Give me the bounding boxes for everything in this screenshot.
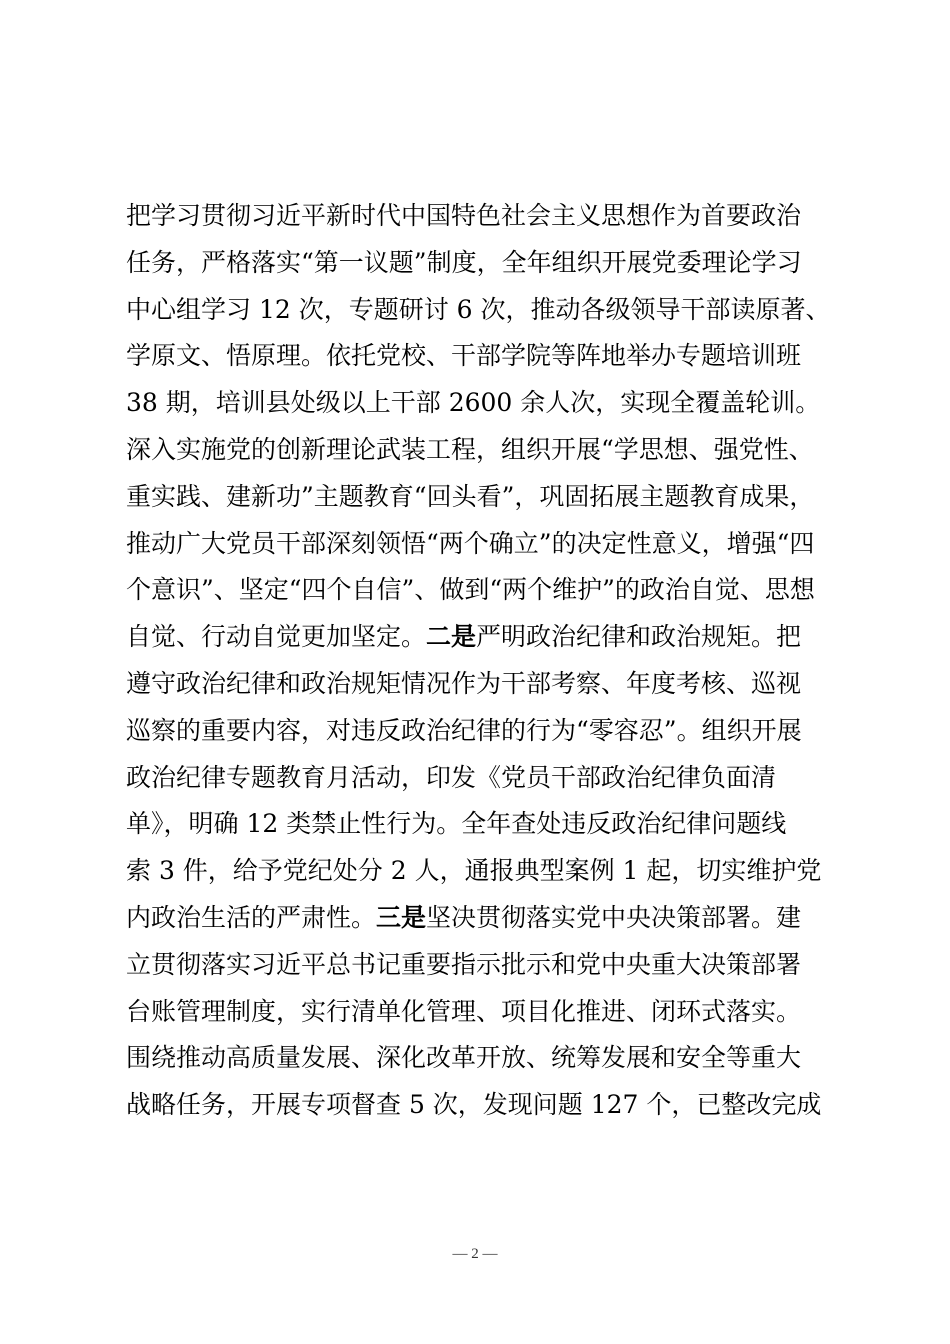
text-line <box>126 755 846 802</box>
text-line <box>126 1082 846 1129</box>
text-segment: 自觉、行动自觉更加坚定。 <box>126 622 427 652</box>
text-segment: 内政治生活的严肃性。 <box>126 902 377 932</box>
text-segment: 严明政治纪律和政治规矩。把 <box>476 622 802 652</box>
text-line <box>126 848 846 895</box>
text-line <box>126 942 846 989</box>
text-segment: 把学习贯彻习近平新时代中国特色社会主义思想作为首要政治 <box>126 201 802 230</box>
text-segment: 单》，明确 12 类禁止性行为。全年查处违反政治纪律问题线 <box>126 809 787 839</box>
text-line <box>126 240 846 287</box>
text-segment: 学原文、悟原理。依托党校、干部学院等阵地举办专题培训班 <box>126 341 802 371</box>
text-segment: 坚决贯彻落实党中央决策部署。建 <box>426 902 802 932</box>
text-line <box>126 193 846 240</box>
body-paragraph <box>126 193 846 1129</box>
text-segment: 遵守政治纪律和政治规矩情况作为干部考察、年度考核、巡视 <box>126 668 802 698</box>
text-segment: 中心组学习 12 次，专题研讨 6 次，推动各级领导干部读原著、 <box>126 294 831 324</box>
bold-lead-phrase: 二是 <box>426 622 477 652</box>
text-segment: 38 期，培训县处级以上干部 2600 余人次，实现全覆盖轮训。 <box>126 388 821 418</box>
text-line <box>126 989 846 1036</box>
bold-lead-phrase: 三是 <box>376 902 427 932</box>
text-line <box>126 801 846 848</box>
text-segment: 立贯彻落实习近平总书记重要指示批示和党中央重大决策部署 <box>126 949 802 979</box>
text-segment: 重实践、建新功”主题教育“回头看”，巩固拓展主题教育成果， <box>126 481 815 511</box>
text-segment: 巡察的重要内容，对违反政治纪律的行为“零容忍”。组织开展 <box>126 715 802 745</box>
text-line <box>126 287 846 334</box>
text-segment: 索 3 件，给予党纪处分 2 人，通报典型案例 1 起，切实维护党 <box>126 856 822 886</box>
text-line <box>126 567 846 614</box>
text-line <box>126 614 846 661</box>
text-segment: 台账管理制度，实行清单化管理、项目化推进、闭环式落实。 <box>126 996 802 1026</box>
text-line <box>126 474 846 521</box>
text-line <box>126 427 846 474</box>
text-segment: 围绕推动高质量发展、深化改革开放、统筹发展和安全等重大 <box>126 1043 802 1073</box>
text-segment: 任务，严格落实“第一议题”制度，全年组织开展党委理论学习 <box>126 247 802 277</box>
text-line <box>126 521 846 568</box>
text-segment: 政治纪律专题教育月活动，印发《党员干部政治纪律负面清 <box>126 762 777 792</box>
text-segment: 个意识”、坚定“四个自信”、做到“两个维护”的政治自觉、思想 <box>126 575 815 605</box>
text-segment: 深入实施党的创新理论武装工程，组织开展“学思想、强党性、 <box>126 434 814 464</box>
text-line <box>126 380 846 427</box>
page-number: — 2 — <box>452 1246 498 1262</box>
text-segment: 战略任务，开展专项督查 5 次，发现问题 127 个，已整改完成 <box>126 1090 822 1120</box>
text-line <box>126 895 846 942</box>
text-line <box>126 333 846 380</box>
text-line <box>126 1035 846 1082</box>
text-line <box>126 661 846 708</box>
text-segment: 推动广大党员干部深刻领悟“两个确立”的决定性意义，增强“四 <box>126 528 815 558</box>
text-line <box>126 708 846 755</box>
